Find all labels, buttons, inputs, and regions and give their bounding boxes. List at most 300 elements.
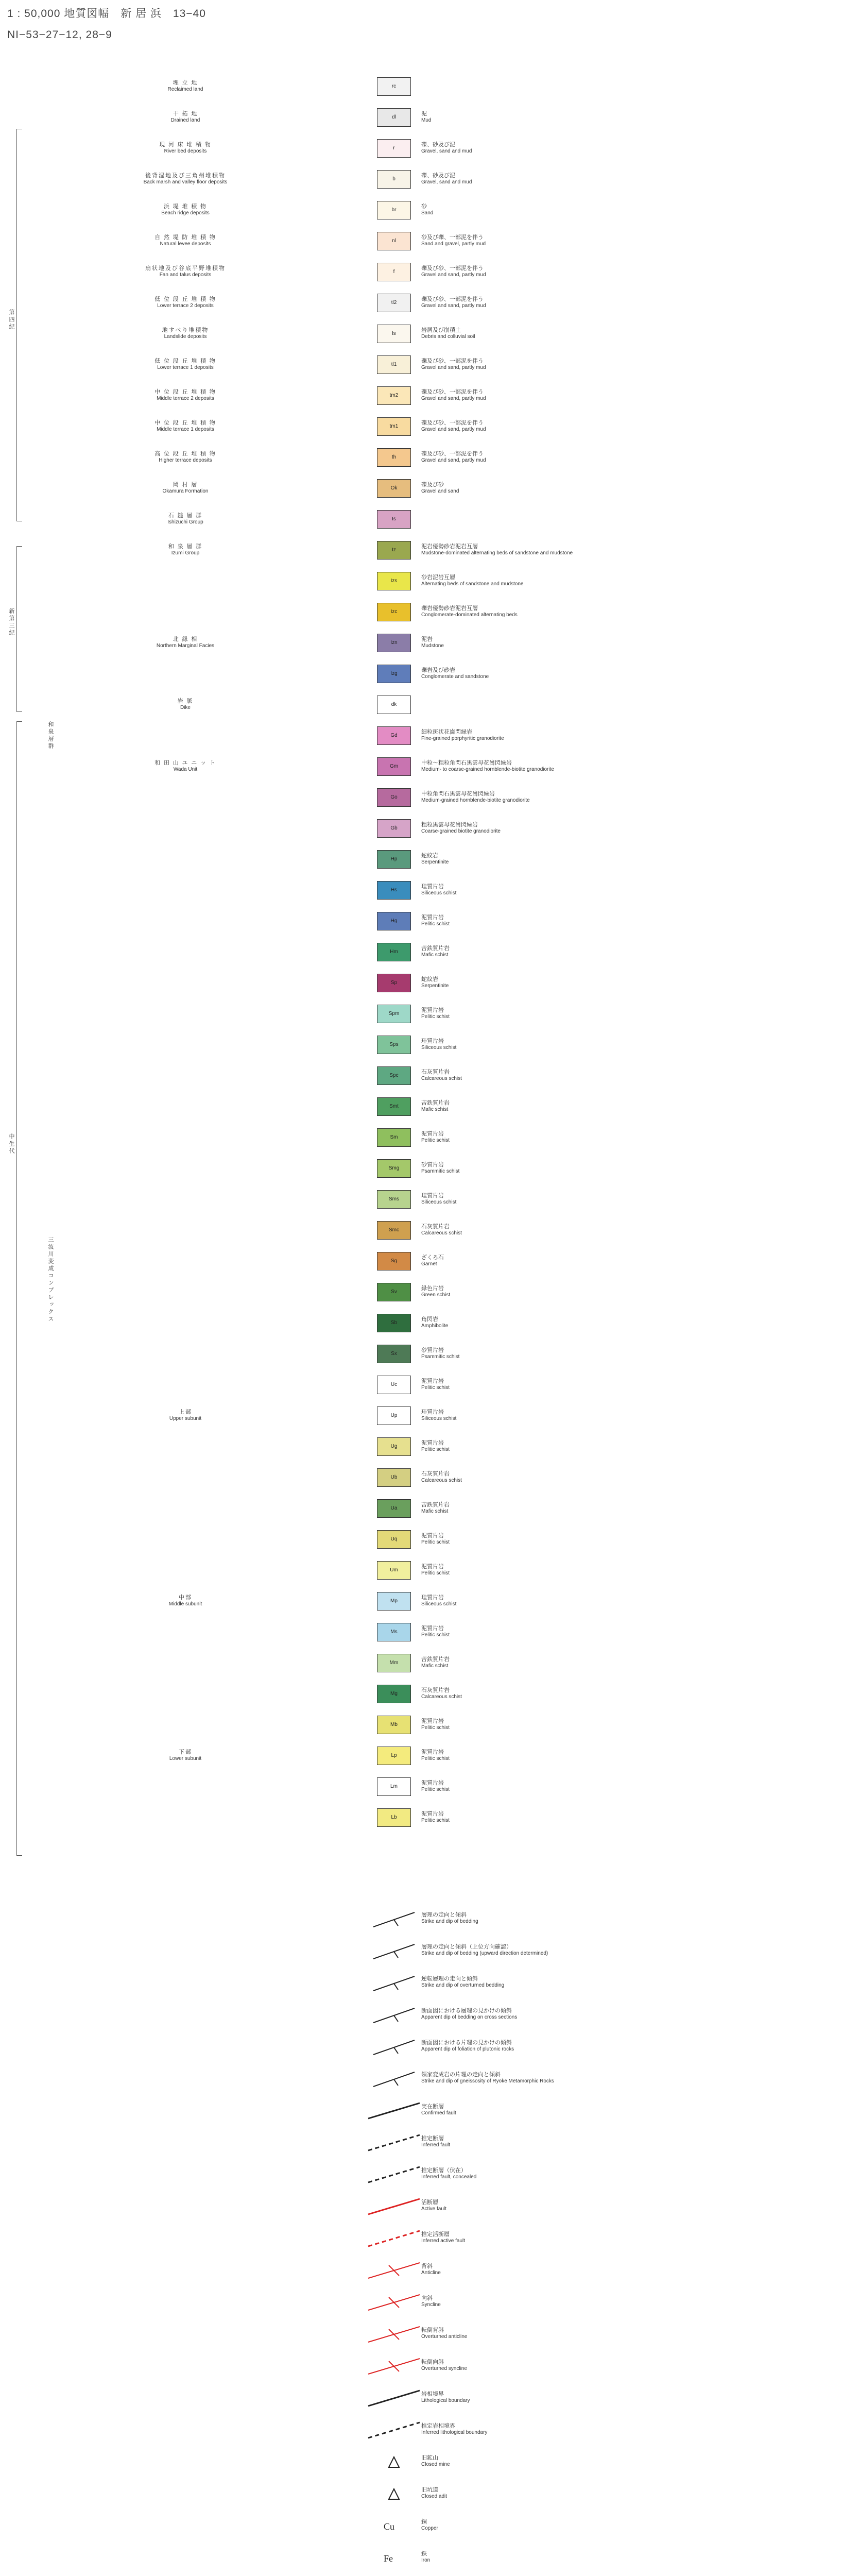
unit-name-en: Northern Marginal Facies: [156, 643, 215, 649]
unit-description: [421, 1500, 833, 1514]
unit-row: [0, 788, 843, 807]
unit-label: [139, 295, 232, 309]
unit-name-en: Middle subunit: [168, 1601, 202, 1607]
unit-name-en: Middle terrace 2 deposits: [157, 396, 214, 401]
symbol-label-en: Inferred lithological boundary: [421, 2430, 488, 2435]
unit-row: [0, 108, 843, 127]
unit-description: [421, 295, 833, 309]
unit-color-box: Ug: [377, 1437, 411, 1456]
unit-label: [139, 1748, 232, 1761]
unit-color-box: Up: [377, 1406, 411, 1425]
unit-color-box: Izs: [377, 572, 411, 590]
unit-description: [421, 1006, 833, 1020]
schistosity-ryoke-icon: [363, 2066, 425, 2097]
unit-desc-jp: 泥質片岩: [421, 1533, 444, 1539]
unit-color-box: Mm: [377, 1654, 411, 1672]
symbol-label-en: Inferred fault: [421, 2142, 451, 2148]
unit-color-box: nl: [377, 232, 411, 250]
unit-desc-en: Sand and gravel, partly mud: [421, 241, 486, 247]
symbol-label-jp: 転倒向斜: [421, 2359, 444, 2365]
unit-desc-jp: 砂及び礫、一部泥を伴う: [421, 234, 484, 241]
unit-row: [0, 1623, 843, 1641]
unit-desc-en: Serpentinite: [421, 859, 449, 865]
unit-color-box: Sm: [377, 1128, 411, 1147]
unit-row: [0, 77, 843, 96]
unit-desc-jp: 珪質片岩: [421, 1193, 444, 1199]
unit-desc-en: Pelitic schist: [421, 1014, 450, 1020]
unit-desc-jp: ざくろ石: [421, 1255, 444, 1261]
symbol-label-en: Copper: [421, 2526, 438, 2531]
symbol-label-jp: 推定岩相境界: [421, 2423, 455, 2429]
unit-desc-jp: 苦鉄質片岩: [421, 1656, 450, 1663]
unit-color-box: Sg: [377, 1252, 411, 1270]
unit-color-box: th: [377, 448, 411, 467]
unit-color-box: Sx: [377, 1345, 411, 1363]
unit-description: [421, 1593, 833, 1607]
unit-row: [0, 386, 843, 405]
symbol-label-jp: 銅: [421, 2519, 427, 2525]
unit-label: [139, 171, 232, 185]
symbol-description: [421, 2102, 823, 2116]
unit-desc-en: Alternating beds of sandstone and mudstone: [421, 581, 524, 587]
unit-desc-jp: 苦鉄質片岩: [421, 945, 450, 952]
unit-color-box: Ms: [377, 1623, 411, 1641]
unit-desc-en: Sand: [421, 210, 434, 216]
inferred-active-fault-icon: [363, 2226, 425, 2257]
unit-desc-jp: 砂岩泥岩互層: [421, 574, 455, 581]
unit-color-box: Izg: [377, 665, 411, 683]
unit-label: [139, 109, 232, 123]
symbol-label-en: Iron: [421, 2557, 431, 2563]
unit-description: [421, 1284, 833, 1298]
unit-label: [139, 78, 232, 92]
unit-desc-en: Conglomerate and sandstone: [421, 674, 489, 680]
unit-row: [0, 448, 843, 467]
symbol-label-en: Closed adit: [421, 2494, 448, 2499]
unit-name-jp: 地すべり堆積物: [162, 327, 209, 333]
symbol-label-en: Syncline: [421, 2302, 441, 2308]
unit-description: [421, 202, 833, 216]
symbol-label-jp: 逆転層理の走向と傾斜: [421, 1976, 478, 1982]
symbol-description: [421, 2006, 823, 2020]
unit-description: [421, 326, 833, 340]
symbol-label-en: Closed mine: [421, 2462, 450, 2467]
unit-row: [0, 572, 843, 590]
unit-desc-jp: 泥岩: [421, 636, 433, 642]
unit-name-jp: 浜 堤 堆 積 物: [164, 204, 207, 210]
unit-description: [421, 357, 833, 370]
unit-desc-jp: 石灰質片岩: [421, 1471, 450, 1477]
closed-adit-icon: [363, 2481, 425, 2512]
unit-description: [421, 727, 833, 741]
map-sheet-code: NI−53−27−12, 28−9: [7, 29, 112, 41]
unit-name-jp: 石 鎚 層 群: [168, 513, 203, 519]
svg-text:Cu: Cu: [384, 2521, 395, 2532]
unit-desc-en: Fine-grained porphyritic granodiorite: [421, 736, 504, 741]
unit-desc-en: Siliceous schist: [421, 1199, 457, 1205]
unit-color-box: Ok: [377, 479, 411, 498]
symbol-description: [421, 2358, 823, 2371]
unit-label: [139, 480, 232, 494]
unit-color-box: ls: [377, 325, 411, 343]
unit-color-box: Mp: [377, 1592, 411, 1611]
unit-description: [421, 1253, 833, 1267]
unit-row: [0, 881, 843, 900]
unit-name-jp: 中 位 段 丘 堆 積 物: [154, 389, 216, 395]
unit-color-box: b: [377, 170, 411, 189]
symbol-label-jp: 旧鉱山: [421, 2455, 438, 2461]
unit-row: [0, 912, 843, 930]
unit-description: [421, 635, 833, 649]
unit-color-box: tm2: [377, 386, 411, 405]
unit-label: [139, 758, 232, 772]
unit-row: [0, 1066, 843, 1085]
unit-name-jp: 埋 立 地: [173, 80, 198, 86]
unit-desc-jp: 苦鉄質片岩: [421, 1100, 450, 1106]
unit-row: [0, 1128, 843, 1147]
unit-desc-en: Conglomerate-dominated alternating beds: [421, 612, 518, 618]
unit-description: [421, 1438, 833, 1452]
confirmed-fault-icon: [363, 2098, 425, 2129]
unit-row: [0, 974, 843, 992]
unit-description: [421, 1377, 833, 1391]
unit-row: [0, 943, 843, 961]
symbol-label-jp: 鉄: [421, 2551, 427, 2557]
unit-desc-jp: 砂: [421, 204, 427, 210]
unit-name-en: Drained land: [170, 117, 200, 123]
symbol-description: [421, 2070, 823, 2084]
symbol-label-en: Active fault: [421, 2206, 446, 2212]
unit-description: [421, 1408, 833, 1421]
symbol-description: [421, 2389, 823, 2403]
unit-label: [139, 326, 232, 340]
unit-name-jp: 干 拓 地: [173, 111, 198, 117]
unit-row: [0, 1808, 843, 1827]
symbol-label-jp: 岩相境界: [421, 2391, 444, 2397]
unit-description: [421, 758, 833, 772]
unit-desc-jp: 珪質片岩: [421, 1595, 444, 1601]
unit-desc-jp: 礫岩優勢砂岩泥岩互層: [421, 605, 478, 612]
unit-desc-en: Siliceous schist: [421, 1045, 457, 1050]
unit-name-en: Natural levee deposits: [160, 241, 211, 247]
symbol-description: [421, 2549, 823, 2563]
anticline-icon: [363, 2258, 425, 2289]
unit-desc-en: Pelitic schist: [421, 921, 450, 927]
overturned-anticline-icon: [363, 2321, 425, 2352]
unit-desc-en: Gravel, sand and mud: [421, 179, 472, 185]
symbol-description: [421, 2038, 823, 2052]
unit-row: [0, 1097, 843, 1116]
unit-desc-jp: 細粒斑状花崗閃緑岩: [421, 729, 472, 735]
unit-description: [421, 387, 833, 401]
unit-desc-jp: 石灰質片岩: [421, 1687, 450, 1693]
unit-name-en: Middle terrace 1 deposits: [157, 427, 214, 432]
unit-label: [139, 697, 232, 710]
unit-desc-en: Calcareous schist: [421, 1694, 462, 1700]
unit-label: [139, 449, 232, 463]
unit-row: [0, 417, 843, 436]
copper-icon: [363, 2513, 425, 2544]
unit-description: [421, 1778, 833, 1792]
symbol-label-en: Overturned syncline: [421, 2366, 467, 2371]
unit-desc-en: Mud: [421, 117, 432, 123]
unit-desc-en: Pelitic schist: [421, 1818, 450, 1823]
bedding-strike-dip-icon: [363, 1906, 425, 1937]
unit-description: [421, 480, 833, 494]
unit-desc-jp: 泥質片岩: [421, 1440, 444, 1446]
unit-desc-en: Debris and colluvial soil: [421, 334, 475, 340]
symbol-label-en: Confirmed fault: [421, 2110, 456, 2116]
unit-row: [0, 1747, 843, 1765]
unit-name-en: Upper subunit: [169, 1416, 202, 1421]
unit-desc-jp: 礫及び砂、一部泥を伴う: [421, 420, 484, 426]
unit-color-box: Ub: [377, 1468, 411, 1487]
unit-name-en: Back marsh and valley floor deposits: [143, 179, 228, 185]
active-fault-icon: [363, 2194, 425, 2225]
unit-color-box: Ua: [377, 1499, 411, 1518]
era-mesozoic: 中生代: [8, 1133, 14, 1155]
unit-name-jp: 和 泉 層 群: [168, 544, 203, 550]
unit-desc-en: Medium-grained hornblende-biotite granodiorite: [421, 798, 530, 803]
apparent-foliation-icon: [363, 2034, 425, 2065]
symbol-description: [421, 2262, 823, 2276]
unit-row: [0, 1252, 843, 1270]
unit-desc-jp: 礫及び砂: [421, 482, 444, 488]
symbol-description: [421, 1910, 823, 1924]
symbol-description: [421, 1942, 823, 1956]
unit-desc-en: Green schist: [421, 1292, 451, 1298]
unit-desc-jp: 泥質片岩: [421, 1780, 444, 1786]
unit-desc-en: Pelitic schist: [421, 1725, 450, 1731]
era-brace-2: [16, 546, 22, 712]
symbol-label-jp: 層理の走向と傾斜: [421, 1912, 467, 1918]
unit-description: [421, 1346, 833, 1360]
unit-row: [0, 1777, 843, 1796]
unit-color-box: Mb: [377, 1716, 411, 1734]
unit-row: [0, 201, 843, 219]
unit-row: [0, 232, 843, 250]
symbol-label-en: Anticline: [421, 2270, 441, 2276]
unit-color-box: Is: [377, 510, 411, 529]
unit-desc-en: Gravel and sand, partly mud: [421, 272, 486, 278]
unit-label: [139, 542, 232, 556]
unit-row: [0, 603, 843, 621]
unit-color-box: Hs: [377, 881, 411, 900]
unit-desc-jp: 泥岩優勢砂岩泥岩互層: [421, 544, 478, 550]
unit-desc-en: Amphibolite: [421, 1323, 449, 1329]
unit-label: [139, 233, 232, 247]
bedding-upward-icon: [363, 1938, 425, 1969]
unit-color-box: tl2: [377, 294, 411, 312]
unit-desc-en: Siliceous schist: [421, 1601, 457, 1607]
symbol-description: [421, 2134, 823, 2148]
unit-desc-jp: 泥質片岩: [421, 1131, 444, 1137]
unit-name-en: River bed deposits: [164, 148, 207, 154]
unit-color-box: Sp: [377, 974, 411, 992]
unit-desc-en: Gravel and sand, partly mud: [421, 303, 486, 309]
unit-name-en: Fan and talus deposits: [159, 272, 212, 278]
unit-desc-jp: 泥質片岩: [421, 1749, 444, 1755]
unit-row: [0, 1376, 843, 1394]
unit-desc-en: Mudstone-dominated alternating beds of sandstone and mudstone: [421, 550, 573, 556]
unit-color-box: br: [377, 201, 411, 219]
unit-color-box: Hp: [377, 850, 411, 869]
overturned-syncline-icon: [363, 2353, 425, 2384]
symbol-label-en: Apparent dip of foliation of plutonic rocks: [421, 2046, 514, 2052]
unit-color-box: Spm: [377, 1005, 411, 1023]
unit-description: [421, 542, 833, 556]
symbol-label-jp: 領家変成岩の片理の走向と傾斜: [421, 2072, 501, 2078]
inferred-fault-icon: [363, 2130, 425, 2161]
unit-desc-en: Gravel and sand: [421, 488, 459, 494]
unit-color-box: dl: [377, 108, 411, 127]
unit-desc-jp: 蛇紋岩: [421, 853, 438, 859]
unit-name-en: Beach ridge deposits: [161, 210, 210, 216]
unit-label: [139, 387, 232, 401]
closed-mine-icon: [363, 2449, 425, 2480]
unit-row: [0, 1561, 843, 1580]
unit-description: [421, 140, 833, 154]
unit-desc-en: Pelitic schist: [421, 1632, 450, 1638]
unit-description: [421, 233, 833, 247]
unit-row: [0, 510, 843, 529]
symbol-label-en: Inferred fault, concealed: [421, 2174, 477, 2180]
unit-desc-en: Calcareous schist: [421, 1230, 462, 1236]
unit-description: [421, 1037, 833, 1050]
unit-color-box: Sb: [377, 1314, 411, 1332]
unit-row: [0, 665, 843, 683]
symbol-label-en: Inferred active fault: [421, 2238, 466, 2244]
unit-row: [0, 355, 843, 374]
unit-row: [0, 1685, 843, 1703]
unit-name-jp: 北 縁 相: [173, 636, 198, 642]
unit-description: [421, 418, 833, 432]
unit-row: [0, 1221, 843, 1240]
unit-row: [0, 1530, 843, 1549]
unit-color-box: Lb: [377, 1808, 411, 1827]
unit-row: [0, 1005, 843, 1023]
unit-row: [0, 696, 843, 714]
unit-color-box: Hm: [377, 943, 411, 961]
unit-description: [421, 1748, 833, 1761]
unit-color-box: Um: [377, 1561, 411, 1580]
unit-color-box: Smg: [377, 1159, 411, 1178]
unit-name-en: Ishizuchi Group: [167, 519, 203, 525]
unit-desc-en: Gravel and sand, partly mud: [421, 365, 486, 370]
symbol-label-jp: 転倒背斜: [421, 2327, 444, 2333]
unit-desc-jp: 砂質片岩: [421, 1162, 444, 1168]
unit-desc-en: Pelitic schist: [421, 1787, 450, 1792]
unit-description: [421, 975, 833, 989]
unit-label: [139, 264, 232, 278]
unit-name-jp: 後背湿地及び三角州堆積物: [145, 173, 226, 179]
unit-desc-jp: 珪質片岩: [421, 1038, 444, 1044]
unit-row: [0, 850, 843, 869]
unit-desc-jp: 苦鉄質片岩: [421, 1502, 450, 1508]
unit-name-jp: 扇状地及び谷底平野堆積物: [145, 265, 226, 272]
unit-description: [421, 1315, 833, 1329]
unit-desc-jp: 泥質片岩: [421, 1625, 444, 1632]
symbol-description: [421, 2485, 823, 2499]
unit-description: [421, 851, 833, 865]
symbol-label-jp: 向斜: [421, 2295, 433, 2301]
unit-row: [0, 170, 843, 189]
unit-color-box: Spc: [377, 1066, 411, 1085]
unit-row: [0, 294, 843, 312]
unit-description: [421, 1160, 833, 1174]
unit-description: [421, 1717, 833, 1731]
unit-description: [421, 789, 833, 803]
unit-desc-en: Mafic schist: [421, 1509, 449, 1514]
unit-desc-en: Gravel and sand, partly mud: [421, 427, 486, 432]
unit-color-box: Sv: [377, 1283, 411, 1301]
unit-row: [0, 1036, 843, 1054]
unit-color-box: Sms: [377, 1190, 411, 1209]
unit-color-box: rc: [377, 77, 411, 96]
unit-description: [421, 1191, 833, 1205]
unit-desc-jp: 緑色片岩: [421, 1285, 444, 1292]
unit-desc-jp: 礫、砂及び泥: [421, 142, 455, 148]
unit-color-box: Gb: [377, 819, 411, 838]
unit-description: [421, 913, 833, 927]
unit-description: [421, 1222, 833, 1236]
unit-row: [0, 726, 843, 745]
unit-color-box: r: [377, 139, 411, 158]
unit-description: [421, 1098, 833, 1112]
unit-label: [139, 140, 232, 154]
unit-color-box: Smt: [377, 1097, 411, 1116]
symbol-description: [421, 2166, 823, 2180]
unit-color-box: tm1: [377, 417, 411, 436]
unit-row: [0, 757, 843, 776]
unit-color-box: f: [377, 263, 411, 281]
unit-name-en: Reclaimed land: [167, 87, 203, 92]
symbol-label-jp: 層理の走向と傾斜（上位方向確認）: [421, 1944, 512, 1950]
unit-description: [421, 666, 833, 680]
unit-name-jp: 低 位 段 丘 堆 積 物: [154, 358, 216, 364]
unit-desc-en: Calcareous schist: [421, 1478, 462, 1483]
unit-label: [139, 1408, 232, 1421]
unit-name-jp: 中部: [179, 1595, 192, 1601]
unit-name-jp: 岩 脈: [177, 698, 194, 704]
symbol-label-en: Lithological boundary: [421, 2398, 470, 2403]
svg-text:Fe: Fe: [384, 2553, 393, 2564]
unit-desc-en: Siliceous schist: [421, 890, 457, 896]
unit-name-jp: 岡 村 層: [173, 482, 198, 488]
symbol-description: [421, 2230, 823, 2244]
unit-name-jp: 中 位 段 丘 堆 積 物: [154, 420, 216, 426]
symbol-label-jp: 背斜: [421, 2263, 433, 2269]
unit-desc-en: Mudstone: [421, 643, 444, 649]
unit-label: [139, 357, 232, 370]
unit-name-jp: 現 河 床 堆 積 物: [159, 142, 212, 148]
unit-color-box: dk: [377, 696, 411, 714]
symbol-label-jp: 実在断層: [421, 2104, 444, 2110]
unit-label: [139, 202, 232, 216]
unit-name-en: Higher terrace deposits: [159, 457, 212, 463]
symbol-label-en: Overturned anticline: [421, 2334, 468, 2340]
unit-row: [0, 819, 843, 838]
unit-desc-jp: 泥質片岩: [421, 1564, 444, 1570]
unit-color-box: Lm: [377, 1777, 411, 1796]
unit-desc-jp: 礫、砂及び泥: [421, 173, 455, 179]
symbol-label-jp: 断面図における片理の見かけの傾斜: [421, 2040, 512, 2046]
unit-desc-jp: 岩屑及び崩積土: [421, 327, 461, 333]
unit-row: [0, 634, 843, 652]
unit-name-jp: 低 位 段 丘 堆 積 物: [154, 296, 216, 302]
symbol-label-jp: 活断層: [421, 2199, 438, 2206]
unit-desc-jp: 礫及び砂、一部泥を伴う: [421, 358, 484, 364]
